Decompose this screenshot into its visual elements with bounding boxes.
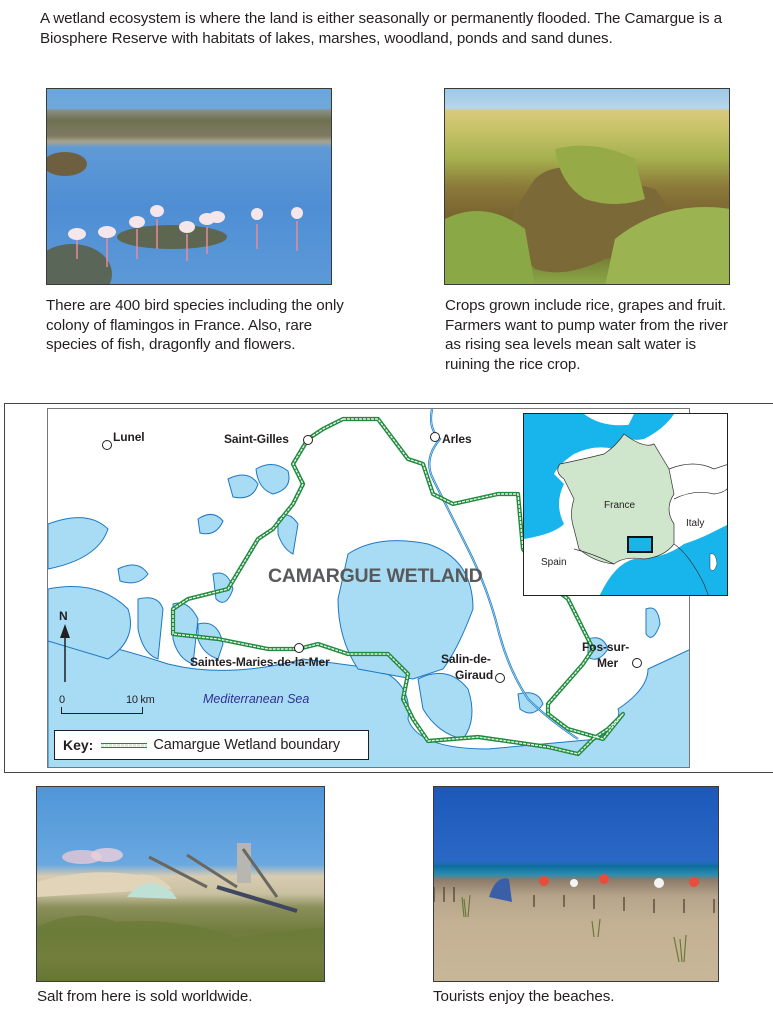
salt-works-photo	[36, 786, 325, 982]
saint-gilles-marker	[303, 435, 313, 445]
intro-paragraph: A wetland ecosystem is where the land is either seasonally or permanently flooded. The Camargue is a Biosphere Reserve with habitats of lakes, marshes, woodland, ponds and sand dunes.	[40, 10, 722, 47]
boundary-line-symbol	[101, 743, 147, 748]
key-text: Camargue Wetland boundary	[153, 737, 341, 753]
town-label-arles: Arles	[442, 432, 472, 446]
north-arrow-icon	[58, 624, 72, 682]
town-label-fos-line2: Mer	[597, 656, 619, 670]
salt-caption: Salt from here is sold worldwide.	[37, 988, 253, 1005]
scale-end-label: 10 km	[126, 694, 155, 706]
fos-sur-mer-marker	[632, 658, 642, 668]
flamingo-illustration	[47, 89, 332, 285]
beach-caption: Tourists enjoy the beaches.	[433, 988, 615, 1005]
beach-photo	[433, 786, 719, 982]
key-label: Key:	[63, 737, 94, 753]
salin-de-giraud-marker	[495, 673, 505, 683]
town-label-lunel: Lunel	[113, 430, 145, 444]
flamingo-photo	[46, 88, 332, 285]
inset-label-italy: Italy	[686, 518, 705, 529]
flamingo-caption: There are 400 bird species including the only colony of flamingos in France. Also, rare species of fish, dragonfly and flowers.	[46, 297, 344, 353]
town-label-saintes-maries: Saintes-Maries-de-la-Mer	[190, 655, 330, 669]
north-label: N	[59, 609, 68, 623]
town-label-fos-line1: Fos-sur-	[582, 640, 630, 654]
salt-works-illustration	[37, 787, 325, 982]
inset-label-france: France	[604, 500, 636, 511]
rice-field-illustration	[445, 89, 730, 285]
inset-label-spain: Spain	[541, 557, 567, 568]
arles-marker	[430, 432, 440, 442]
rice-field-photo	[444, 88, 730, 285]
inset-locator-map	[523, 413, 728, 596]
map-title: CAMARGUE WETLAND	[268, 565, 483, 587]
rice-caption: Crops grown include rice, grapes and fruit. Farmers want to pump water from the river as rising sea levels mean salt water is ruining the rice crop.	[445, 297, 728, 373]
saintes-maries-marker	[294, 643, 304, 653]
scale-bar	[61, 707, 143, 714]
map-key	[54, 730, 369, 760]
town-label-salin-line1: Salin-de-	[441, 652, 491, 666]
sea-label: Mediterranean Sea	[203, 692, 310, 706]
beach-illustration	[434, 787, 719, 982]
town-label-salin-line2: Giraud	[455, 668, 494, 682]
town-label-saint-gilles: Saint-Gilles	[224, 432, 289, 446]
scale-start-label: 0	[59, 694, 66, 706]
lunel-marker	[102, 440, 112, 450]
